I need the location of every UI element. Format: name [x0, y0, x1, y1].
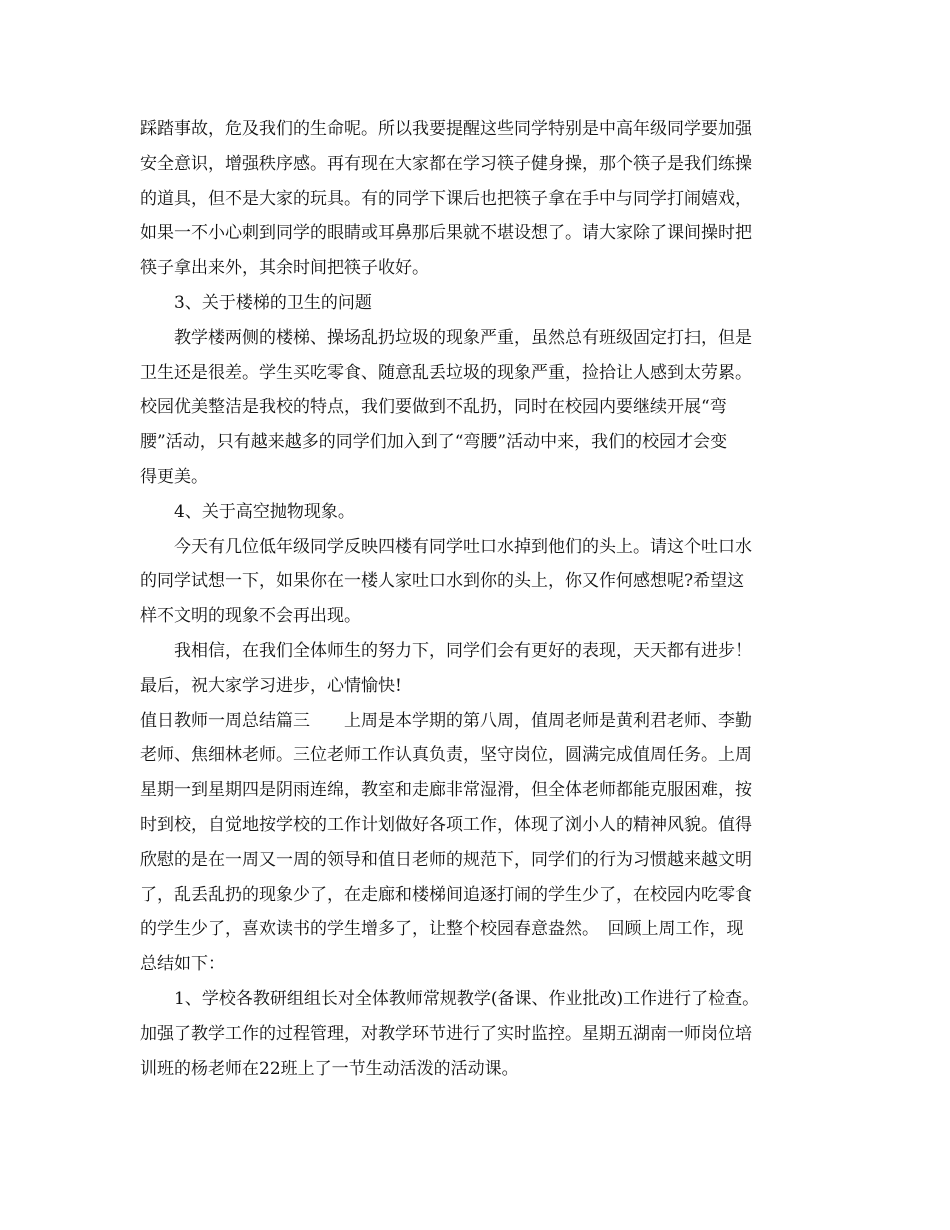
- text-line: 样不文明的现象不会再出现。: [140, 606, 361, 627]
- text-line: 加强了教学工作的过程管理，对教学环节进行了实时监控。星期五湖南一师岗位培: [140, 1023, 752, 1044]
- text-line: 校园优美整洁是我校的特点，我们要做到不乱扔，同时在校园内要继续开展“弯: [140, 397, 727, 418]
- text-line: 的道具，但不是大家的玩具。有的同学下课后也把筷子拿在手中与同学打闹嬉戏，: [140, 188, 752, 209]
- text-line: 欣慰的是在一周又一周的领导和值日老师的规范下，同学们的行为习惯越来越文明: [140, 849, 752, 870]
- text-line: 3、关于楼梯的卫生的问题: [174, 292, 372, 313]
- text-line: 的同学试想一下，如果你在一楼人家吐口水到你的头上，你又作何感想呢?希望这: [140, 571, 745, 592]
- text-line: 值日教师一周总结篇三 上周是本学期的第八周，值周老师是黄利君老师、李勤: [140, 710, 752, 731]
- text-line: 教学楼两侧的楼梯、操场乱扔垃圾的现象严重，虽然总有班级固定打扫，但是: [174, 327, 752, 348]
- text-line: 训班的杨老师在22班上了一节生动活泼的活动课。: [140, 1058, 519, 1079]
- text-line: 老师、焦细林老师。三位老师工作认真负责，坚守岗位，圆满完成值周任务。上周: [140, 745, 752, 766]
- text-line: 时到校，自觉地按学校的工作计划做好各项工作，体现了浏小人的精神风貌。值得: [140, 814, 752, 835]
- text-line: 得更美。: [140, 466, 208, 487]
- text-line: 踩踏事故，危及我们的生命呢。所以我要提醒这些同学特别是中高年级同学要加强: [140, 119, 752, 139]
- text-line: 了，乱丢乱扔的现象少了，在走廊和楼梯间追逐打闹的学生少了，在校园内吃零食: [140, 884, 752, 905]
- text-line: 4、关于高空抛物现象。: [174, 501, 355, 522]
- text-line: 如果一不小心刺到同学的眼睛或耳鼻那后果就不堪设想了。请大家除了课间操时把: [140, 223, 752, 244]
- text-line: 卫生还是很差。学生买吃零食、随意乱丢垃圾的现象严重，捡拾让人感到太劳累。: [140, 362, 752, 383]
- body-text: [140, 112, 840, 1086]
- text-line: 的学生少了，喜欢读书的学生增多了，让整个校园春意盎然。 回顾上周工作，现: [140, 919, 744, 940]
- text-line: 星期一到星期四是阴雨连绵，教室和走廊非常湿滑，但全体老师都能克服困难，按: [140, 780, 752, 801]
- text-line: 总结如下：: [140, 954, 225, 975]
- text-line: 1、学校各教研组组长对全体教师常规教学(备课、作业批改)工作进行了检查。: [174, 988, 760, 1009]
- text-line: 今天有几位低年级同学反映四楼有同学吐口水掉到他们的头上。请这个吐口水: [174, 536, 752, 557]
- text-line: 安全意识，增强秩序感。再有现在大家都在学习筷子健身操，那个筷子是我们练操: [140, 153, 752, 174]
- text-line: 我相信，在我们全体师生的努力下，同学们会有更好的表现，天天都有进步！: [174, 640, 752, 661]
- text-line: 腰”活动，只有越来越多的同学们加入到了“弯腰”活动中来，我们的校园才会变: [140, 432, 728, 453]
- text-line: 最后，祝大家学习进步，心情愉快!: [140, 675, 402, 696]
- text-line: 筷子拿出来外，其余时间把筷子收好。: [140, 258, 429, 279]
